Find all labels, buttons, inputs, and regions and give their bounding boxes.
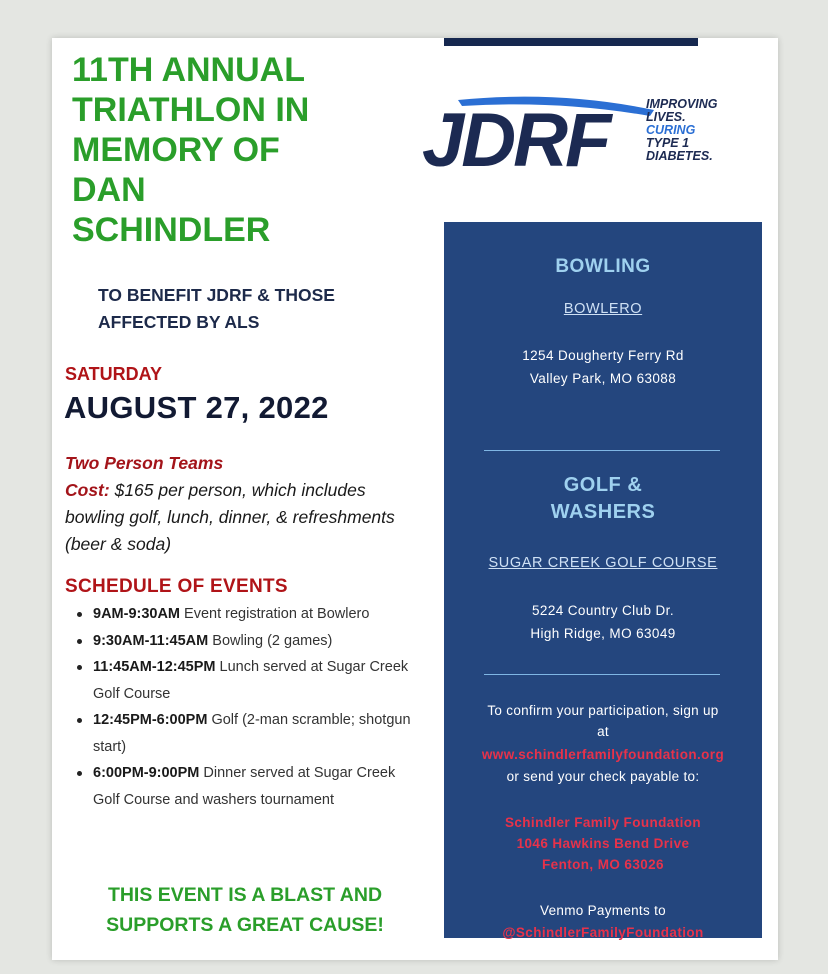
address-line: Valley Park, MO 63088: [529, 371, 677, 386]
cost-label: Cost:: [65, 480, 110, 500]
bowling-venue: BOWLERO: [563, 301, 643, 317]
payee-line: 1046 Hawkins Bend Drive: [516, 836, 690, 851]
venmo-label: Venmo Payments to: [540, 903, 666, 918]
title-line: MEMORY OF: [72, 131, 280, 169]
divider: [484, 450, 720, 451]
tagline-line: CURING: [646, 123, 696, 137]
schedule-item: [76, 760, 416, 813]
tagline-line: TYPE 1: [646, 136, 690, 150]
schedule-list: [76, 601, 416, 813]
event-date: AUGUST 27, 2022: [64, 390, 329, 425]
golf-address: [444, 599, 762, 645]
event-title: [72, 50, 402, 250]
schedule-item: [76, 628, 416, 655]
confirm-text: [444, 700, 762, 742]
bowling-venue-row: [444, 300, 762, 318]
schedule-time: 9:30AM-11:45AM: [93, 632, 209, 649]
schedule-desc: Lunch served at Sugar Creek Golf Course: [93, 659, 409, 702]
schedule-time: 9AM-9:30AM: [93, 606, 181, 622]
bowling-heading: BOWLING: [555, 256, 651, 277]
schedule-time: 12:45PM-6:00PM: [93, 712, 208, 728]
payee-address: [444, 812, 762, 875]
closing-line: SUPPORTS A GREAT CAUSE!: [106, 914, 384, 936]
golf-heading-line: GOLF &: [563, 474, 643, 496]
tagline-line: LIVES.: [646, 110, 686, 124]
address-line: High Ridge, MO 63049: [530, 626, 676, 641]
info-panel: [444, 222, 762, 938]
schedule-item: [76, 707, 416, 760]
benefit-line: AFFECTED BY ALS: [98, 312, 260, 332]
schedule-desc: Event registration at Bowlero: [180, 606, 370, 622]
cost-block: [65, 450, 425, 558]
cost-details: [65, 477, 425, 558]
schedule-heading: SCHEDULE OF EVENTS: [65, 576, 288, 597]
schedule-item: [76, 654, 416, 707]
schedule-item: [76, 601, 416, 628]
title-line: SCHINDLER: [72, 211, 271, 249]
confirm-line: at: [597, 724, 609, 739]
payee-line: Schindler Family Foundation: [504, 815, 702, 830]
golf-venue-row: [444, 554, 762, 572]
golf-venue: SUGAR CREEK GOLF COURSE: [488, 555, 718, 571]
tagline-line: IMPROVING: [646, 97, 718, 111]
title-line: 11TH ANNUAL: [72, 51, 305, 89]
tagline-line: DIABETES.: [646, 149, 713, 163]
confirm-line: To confirm your participation, sign up: [487, 703, 719, 718]
check-instructions: or send your check payable to:: [506, 769, 700, 784]
address-line: 5224 Country Club Dr.: [532, 603, 674, 618]
decorative-top-bar: [444, 38, 698, 46]
teams-label: Two Person Teams: [65, 453, 224, 473]
address-line: 1254 Dougherty Ferry Rd: [522, 348, 684, 363]
benefit-statement: [98, 282, 418, 336]
logo-tagline: [646, 98, 756, 163]
title-line: DAN: [72, 171, 146, 209]
bowling-address: [444, 344, 762, 390]
schedule-desc: Dinner served at Sugar Creek Golf Course and washers tournament: [93, 765, 396, 808]
cost-text: $165 per person, which includes bowling golf, lunch, dinner, & refreshments (beer & soda): [65, 480, 395, 554]
schedule-desc: Golf (2-man scramble; shotgun start): [93, 712, 411, 755]
logo-wordmark: JDRF: [422, 98, 609, 176]
website-link[interactable]: www.schindlerfamilyfoundation.org: [481, 747, 725, 762]
divider: [484, 674, 720, 675]
payee-line: Fenton, MO 63026: [542, 857, 664, 872]
golf-heading-line: WASHERS: [550, 501, 656, 523]
benefit-line: TO BENEFIT JDRF & THOSE: [98, 285, 335, 305]
event-day: SATURDAY: [65, 364, 163, 384]
golf-heading: [444, 472, 762, 526]
schedule-time: 6:00PM-9:00PM: [93, 765, 200, 781]
venmo-handle[interactable]: @SchindlerFamilyFoundation: [502, 925, 704, 940]
closing-line: THIS EVENT IS A BLAST AND: [107, 884, 383, 906]
schedule-desc: Bowling (2 games): [208, 632, 333, 649]
closing-statement: [80, 880, 410, 940]
event-flyer: [52, 38, 778, 960]
title-line: TRIATHLON IN: [72, 91, 310, 129]
schedule-time: 11:45AM-12:45PM: [93, 659, 216, 675]
